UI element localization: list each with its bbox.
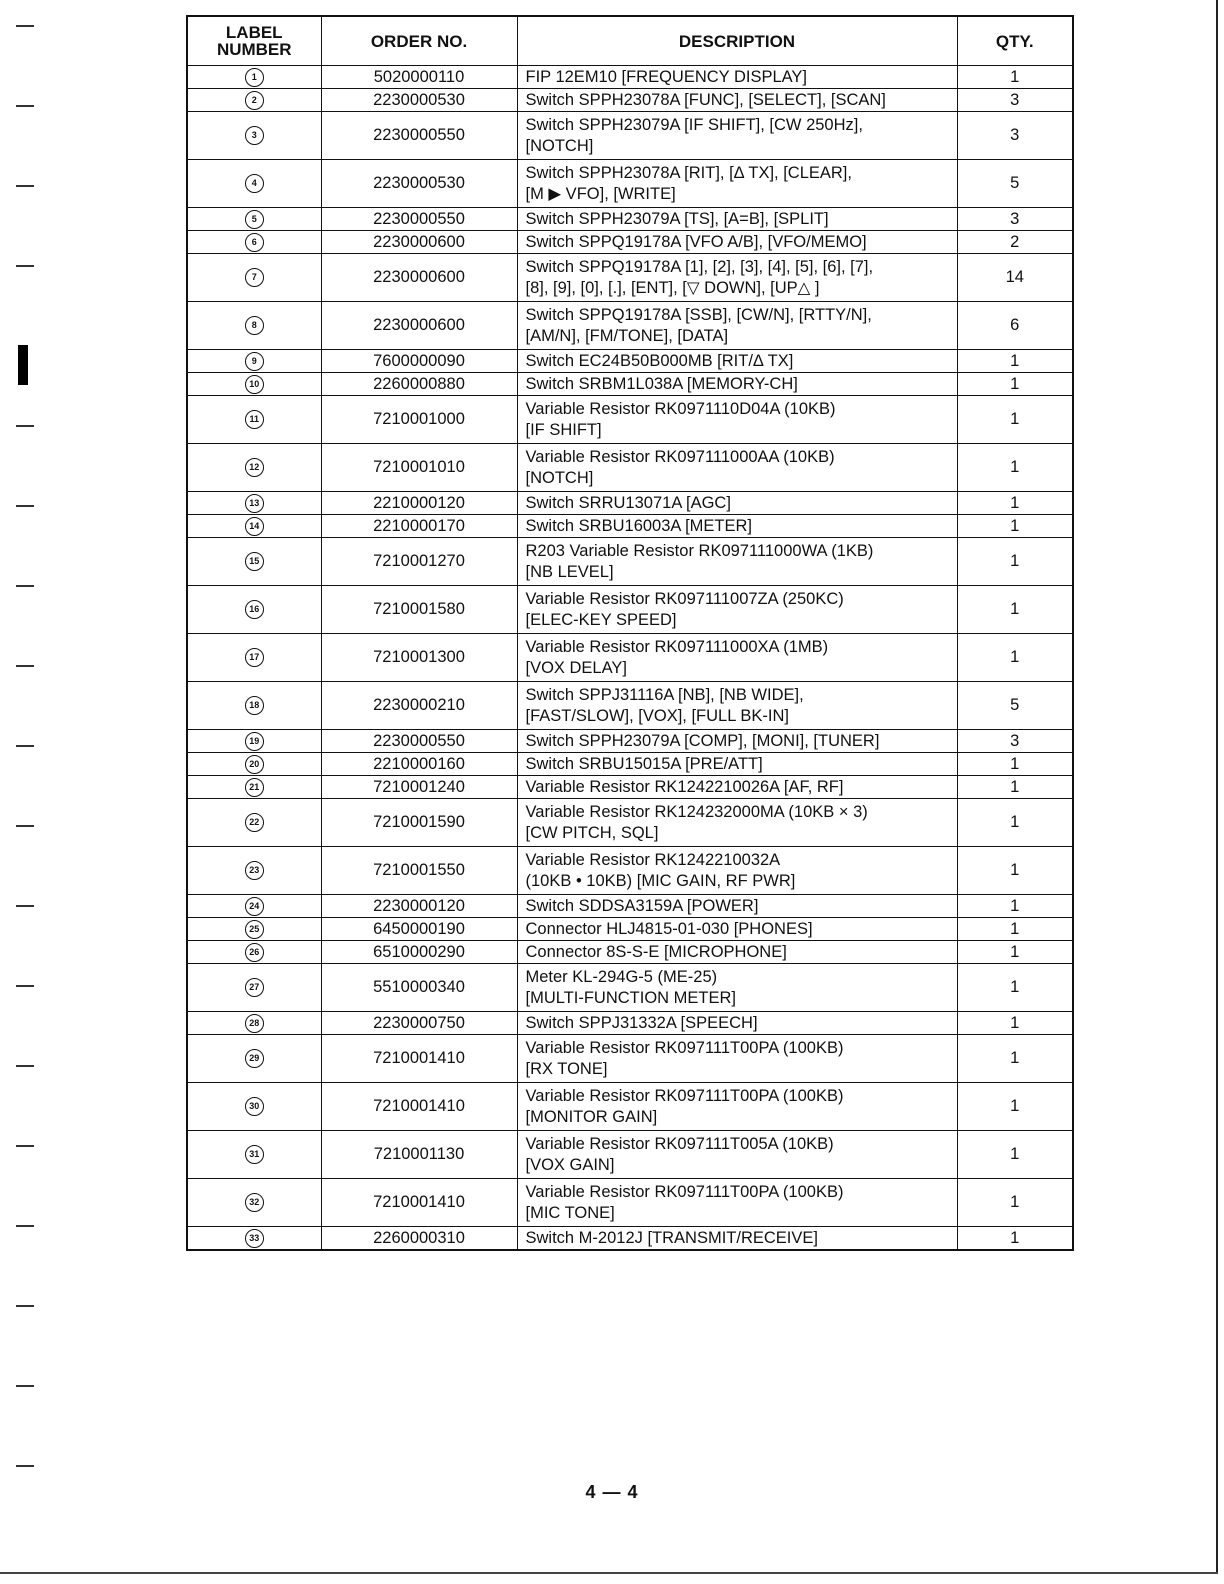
description-line: [MONITOR GAIN] <box>525 1107 658 1126</box>
circled-label-number: 19 <box>245 732 264 751</box>
label-number-cell <box>187 444 321 492</box>
description-line: Connector HLJ4815-01-030 [PHONES] <box>525 919 813 938</box>
table-row <box>187 396 1073 444</box>
order-no-cell: 5510000340 <box>321 964 517 1012</box>
description-line: [MULTI-FUNCTION METER] <box>525 988 737 1007</box>
label-number-cell <box>187 895 321 918</box>
qty-cell: 1 <box>957 444 1073 492</box>
qty-cell: 1 <box>957 515 1073 538</box>
circled-label-number: 17 <box>245 648 264 667</box>
page-number: 4 — 4 <box>585 1482 639 1502</box>
page-edge-right <box>1216 0 1218 1574</box>
label-number-cell <box>187 586 321 634</box>
description-line: Variable Resistor RK097111T00PA (100KB) <box>525 1182 844 1201</box>
page-edge-bottom <box>0 1572 1218 1574</box>
description-cell <box>517 753 957 776</box>
description-cell <box>517 373 957 396</box>
header-description: DESCRIPTION <box>517 16 957 66</box>
qty-cell: 1 <box>957 941 1073 964</box>
description-cell <box>517 112 957 160</box>
circled-label-number: 28 <box>245 1014 264 1033</box>
description-line: Connector 8S-S-E [MICROPHONE] <box>525 942 787 961</box>
circled-label-number: 27 <box>245 978 264 997</box>
label-number-cell <box>187 799 321 847</box>
description-line: [FAST/SLOW], [VOX], [FULL BK-IN] <box>525 706 789 725</box>
order-no-cell: 2230000600 <box>321 302 517 350</box>
qty-cell: 1 <box>957 492 1073 515</box>
label-number-cell <box>187 964 321 1012</box>
description-line: R203 Variable Resistor RK097111000WA (1KB) <box>525 541 874 560</box>
description-line: Switch SPPJ31116A [NB], [NB WIDE], <box>525 685 804 704</box>
qty-cell: 1 <box>957 1179 1073 1227</box>
description-cell <box>517 1083 957 1131</box>
description-cell <box>517 444 957 492</box>
description-line: [IF SHIFT] <box>525 420 602 439</box>
description-cell <box>517 799 957 847</box>
order-no-cell: 7210001010 <box>321 444 517 492</box>
label-number-cell <box>187 1083 321 1131</box>
qty-cell: 1 <box>957 586 1073 634</box>
label-number-cell <box>187 730 321 753</box>
description-line: [M ▶ VFO], [WRITE] <box>525 184 676 203</box>
description-line: [CW PITCH, SQL] <box>525 823 659 842</box>
table-row <box>187 941 1073 964</box>
qty-cell: 3 <box>957 89 1073 112</box>
table-row <box>187 586 1073 634</box>
label-number-cell <box>187 350 321 373</box>
label-number-cell <box>187 66 321 89</box>
circled-label-number: 32 <box>245 1193 264 1212</box>
table-row <box>187 112 1073 160</box>
circled-label-number: 31 <box>245 1145 264 1164</box>
label-number-cell <box>187 160 321 208</box>
order-no-cell: 7210001240 <box>321 776 517 799</box>
table-row <box>187 515 1073 538</box>
parts-list-table <box>186 15 1074 1251</box>
label-number-cell <box>187 1131 321 1179</box>
qty-cell: 1 <box>957 1083 1073 1131</box>
table-row <box>187 89 1073 112</box>
description-cell <box>517 350 957 373</box>
circled-label-number: 3 <box>245 126 264 145</box>
description-line: Switch SPPQ19178A [1], [2], [3], [4], [5], [6], [7], <box>525 257 874 276</box>
description-line: Variable Resistor RK124232000MA (10KB × 3) <box>525 802 868 821</box>
description-line: Switch SPPJ31332A [SPEECH] <box>525 1013 758 1032</box>
circled-label-number: 5 <box>245 210 264 229</box>
qty-cell: 1 <box>957 373 1073 396</box>
label-number-cell <box>187 254 321 302</box>
qty-cell: 1 <box>957 634 1073 682</box>
description-line: Variable Resistor RK097111007ZA (250KC) <box>525 589 844 608</box>
table-row <box>187 776 1073 799</box>
description-cell <box>517 895 957 918</box>
circled-label-number: 25 <box>245 920 264 939</box>
description-line: Variable Resistor RK1242210032A <box>525 850 781 869</box>
order-no-cell: 2230000750 <box>321 1012 517 1035</box>
label-number-cell <box>187 231 321 254</box>
description-line: Switch SPPQ19178A [SSB], [CW/N], [RTTY/N], <box>525 305 872 324</box>
description-line: Switch SPPH23078A [RIT], [Δ TX], [CLEAR], <box>525 163 852 182</box>
qty-cell: 3 <box>957 112 1073 160</box>
circled-label-number: 16 <box>245 600 264 619</box>
circled-label-number: 9 <box>245 352 264 371</box>
description-cell <box>517 586 957 634</box>
description-line: [RX TONE] <box>525 1059 608 1078</box>
circled-label-number: 14 <box>245 517 264 536</box>
description-line: [NB LEVEL] <box>525 562 614 581</box>
description-line: Switch SRRU13071A [AGC] <box>525 493 731 512</box>
qty-cell: 1 <box>957 538 1073 586</box>
circled-label-number: 20 <box>245 755 264 774</box>
description-line: Variable Resistor RK097111T00PA (100KB) <box>525 1038 844 1057</box>
circled-label-number: 8 <box>245 316 264 335</box>
qty-cell: 2 <box>957 231 1073 254</box>
table-row <box>187 799 1073 847</box>
circled-label-number: 18 <box>245 696 264 715</box>
description-cell <box>517 1012 957 1035</box>
circled-label-number: 30 <box>245 1097 264 1116</box>
qty-cell: 1 <box>957 753 1073 776</box>
order-no-cell: 7210001000 <box>321 396 517 444</box>
description-line: Variable Resistor RK097111000XA (1MB) <box>525 637 829 656</box>
order-no-cell: 7210001410 <box>321 1179 517 1227</box>
qty-cell: 6 <box>957 302 1073 350</box>
description-line: Variable Resistor RK097111T00PA (100KB) <box>525 1086 844 1105</box>
order-no-cell: 7210001410 <box>321 1083 517 1131</box>
label-number-cell <box>187 941 321 964</box>
description-cell <box>517 66 957 89</box>
table-row <box>187 208 1073 231</box>
table-row <box>187 66 1073 89</box>
description-cell <box>517 515 957 538</box>
description-line: Variable Resistor RK097111T005A (10KB) <box>525 1134 834 1153</box>
circled-label-number: 2 <box>245 91 264 110</box>
table-row <box>187 350 1073 373</box>
description-cell <box>517 160 957 208</box>
parts-table-body <box>187 66 1073 1251</box>
order-no-cell: 6450000190 <box>321 918 517 941</box>
description-cell <box>517 1227 957 1251</box>
description-cell <box>517 208 957 231</box>
table-row <box>187 847 1073 895</box>
description-cell <box>517 776 957 799</box>
order-no-cell: 7210001300 <box>321 634 517 682</box>
qty-cell: 1 <box>957 964 1073 1012</box>
circled-label-number: 26 <box>245 943 264 962</box>
table-row <box>187 682 1073 730</box>
description-line: [ELEC-KEY SPEED] <box>525 610 677 629</box>
qty-cell: 1 <box>957 66 1073 89</box>
label-number-cell <box>187 208 321 231</box>
table-row <box>187 373 1073 396</box>
qty-cell: 3 <box>957 208 1073 231</box>
description-line: [AM/N], [FM/TONE], [DATA] <box>525 326 729 345</box>
description-line: Variable Resistor RK0971110D04A (10KB) <box>525 399 836 418</box>
description-line: Variable Resistor RK097111000AA (10KB) <box>525 447 835 466</box>
description-line: [NOTCH] <box>525 136 594 155</box>
description-line: FIP 12EM10 [FREQUENCY DISPLAY] <box>525 67 808 86</box>
order-no-cell: 6510000290 <box>321 941 517 964</box>
order-no-cell: 7210001590 <box>321 799 517 847</box>
description-cell <box>517 254 957 302</box>
circled-label-number: 4 <box>245 174 264 193</box>
table-row <box>187 918 1073 941</box>
table-row <box>187 1179 1073 1227</box>
label-number-cell <box>187 538 321 586</box>
circled-label-number: 24 <box>245 897 264 916</box>
order-no-cell: 7210001550 <box>321 847 517 895</box>
table-row <box>187 1227 1073 1251</box>
description-cell <box>517 634 957 682</box>
order-no-cell: 2230000550 <box>321 730 517 753</box>
description-cell <box>517 682 957 730</box>
description-line: Switch SPPQ19178A [VFO A/B], [VFO/MEMO] <box>525 232 867 251</box>
description-line: Switch SPPH23079A [TS], [A=B], [SPLIT] <box>525 209 829 228</box>
table-row <box>187 1035 1073 1083</box>
qty-cell: 1 <box>957 350 1073 373</box>
label-number-cell <box>187 918 321 941</box>
qty-cell: 5 <box>957 160 1073 208</box>
order-no-cell: 7210001410 <box>321 1035 517 1083</box>
order-no-cell: 2260000310 <box>321 1227 517 1251</box>
circled-label-number: 6 <box>245 233 264 252</box>
label-number-cell <box>187 847 321 895</box>
table-row <box>187 1131 1073 1179</box>
description-cell <box>517 964 957 1012</box>
circled-label-number: 21 <box>245 778 264 797</box>
label-number-cell <box>187 1012 321 1035</box>
label-number-cell <box>187 396 321 444</box>
qty-cell: 1 <box>957 895 1073 918</box>
table-row <box>187 231 1073 254</box>
circled-label-number: 22 <box>245 813 264 832</box>
description-line: Switch SRBU15015A [PRE/ATT] <box>525 754 763 773</box>
order-no-cell: 2230000530 <box>321 160 517 208</box>
qty-cell: 1 <box>957 1227 1073 1251</box>
order-no-cell: 2210000170 <box>321 515 517 538</box>
description-cell <box>517 1179 957 1227</box>
qty-cell: 14 <box>957 254 1073 302</box>
order-no-cell: 2210000120 <box>321 492 517 515</box>
order-no-cell: 2230000120 <box>321 895 517 918</box>
order-no-cell: 2230000550 <box>321 208 517 231</box>
description-line: Switch EC24B50B000MB [RIT/Δ TX] <box>525 351 794 370</box>
table-header-row <box>187 16 1073 66</box>
order-no-cell: 2210000160 <box>321 753 517 776</box>
description-cell <box>517 730 957 753</box>
description-line: [VOX GAIN] <box>525 1155 615 1174</box>
description-line: Switch SPPH23079A [IF SHIFT], [CW 250Hz], <box>525 115 863 134</box>
qty-cell: 1 <box>957 918 1073 941</box>
order-no-cell: 2230000210 <box>321 682 517 730</box>
circled-label-number: 13 <box>245 494 264 513</box>
circled-label-number: 12 <box>245 458 264 477</box>
label-number-cell <box>187 373 321 396</box>
table-row <box>187 1012 1073 1035</box>
description-line: Meter KL-294G-5 (ME-25) <box>525 967 718 986</box>
description-cell <box>517 89 957 112</box>
qty-cell: 1 <box>957 1131 1073 1179</box>
label-number-cell <box>187 753 321 776</box>
circled-label-number: 33 <box>245 1229 264 1248</box>
order-no-cell: 7210001130 <box>321 1131 517 1179</box>
circled-label-number: 29 <box>245 1049 264 1068</box>
circled-label-number: 10 <box>245 375 264 394</box>
label-number-cell <box>187 515 321 538</box>
description-line: [8], [9], [0], [.], [ENT], [▽ DOWN], [UP△ ] <box>525 278 820 297</box>
description-line: [VOX DELAY] <box>525 658 627 677</box>
circled-label-number: 23 <box>245 861 264 880</box>
description-line: Variable Resistor RK1242210026A [AF, RF] <box>525 777 844 796</box>
order-no-cell: 2230000530 <box>321 89 517 112</box>
description-cell <box>517 1035 957 1083</box>
table-row <box>187 492 1073 515</box>
circled-label-number: 7 <box>245 268 264 287</box>
order-no-cell: 2230000600 <box>321 254 517 302</box>
description-cell <box>517 847 957 895</box>
qty-cell: 1 <box>957 776 1073 799</box>
label-number-cell <box>187 682 321 730</box>
order-no-cell: 5020000110 <box>321 66 517 89</box>
table-row <box>187 160 1073 208</box>
description-cell <box>517 918 957 941</box>
label-number-cell <box>187 776 321 799</box>
description-cell <box>517 1131 957 1179</box>
description-cell <box>517 538 957 586</box>
description-line: [NOTCH] <box>525 468 594 487</box>
circled-label-number: 15 <box>245 552 264 571</box>
description-line: Switch SPPH23079A [COMP], [MONI], [TUNER] <box>525 731 880 750</box>
order-no-cell: 2230000600 <box>321 231 517 254</box>
table-row <box>187 730 1073 753</box>
qty-cell: 1 <box>957 1035 1073 1083</box>
label-number-cell <box>187 89 321 112</box>
qty-cell: 1 <box>957 1012 1073 1035</box>
table-row <box>187 254 1073 302</box>
label-number-cell <box>187 112 321 160</box>
description-line: [MIC TONE] <box>525 1203 615 1222</box>
description-cell <box>517 231 957 254</box>
qty-cell: 5 <box>957 682 1073 730</box>
description-cell <box>517 302 957 350</box>
label-number-cell <box>187 1035 321 1083</box>
order-no-cell: 7210001580 <box>321 586 517 634</box>
description-cell <box>517 492 957 515</box>
header-label-number: LABEL NUMBER <box>187 16 321 66</box>
table-row <box>187 444 1073 492</box>
qty-cell: 1 <box>957 396 1073 444</box>
description-line: Switch SRBU16003A [METER] <box>525 516 753 535</box>
circled-label-number: 11 <box>245 410 264 429</box>
table-row <box>187 964 1073 1012</box>
qty-cell: 1 <box>957 799 1073 847</box>
table-row <box>187 753 1073 776</box>
table-row <box>187 1083 1073 1131</box>
qty-cell: 3 <box>957 730 1073 753</box>
header-qty: QTY. <box>957 16 1073 66</box>
table-row <box>187 895 1073 918</box>
circled-label-number: 1 <box>245 68 264 87</box>
description-line: Switch SRBM1L038A [MEMORY-CH] <box>525 374 798 393</box>
qty-cell: 1 <box>957 847 1073 895</box>
description-line: Switch SDDSA3159A [POWER] <box>525 896 759 915</box>
order-no-cell: 2230000550 <box>321 112 517 160</box>
label-number-cell <box>187 492 321 515</box>
header-order-no: ORDER NO. <box>321 16 517 66</box>
left-margin-marks <box>16 0 36 1584</box>
label-number-cell <box>187 1227 321 1251</box>
table-row <box>187 302 1073 350</box>
description-line: Switch SPPH23078A [FUNC], [SELECT], [SCAN] <box>525 90 886 109</box>
order-no-cell: 7210001270 <box>321 538 517 586</box>
order-no-cell: 2260000880 <box>321 373 517 396</box>
description-cell <box>517 396 957 444</box>
description-line: Switch M-2012J [TRANSMIT/RECEIVE] <box>525 1228 818 1247</box>
table-row <box>187 538 1073 586</box>
table-row <box>187 634 1073 682</box>
label-number-cell <box>187 1179 321 1227</box>
description-cell <box>517 941 957 964</box>
description-line: (10KB • 10KB) [MIC GAIN, RF PWR] <box>525 871 796 890</box>
label-number-cell <box>187 302 321 350</box>
label-number-cell <box>187 634 321 682</box>
order-no-cell: 7600000090 <box>321 350 517 373</box>
